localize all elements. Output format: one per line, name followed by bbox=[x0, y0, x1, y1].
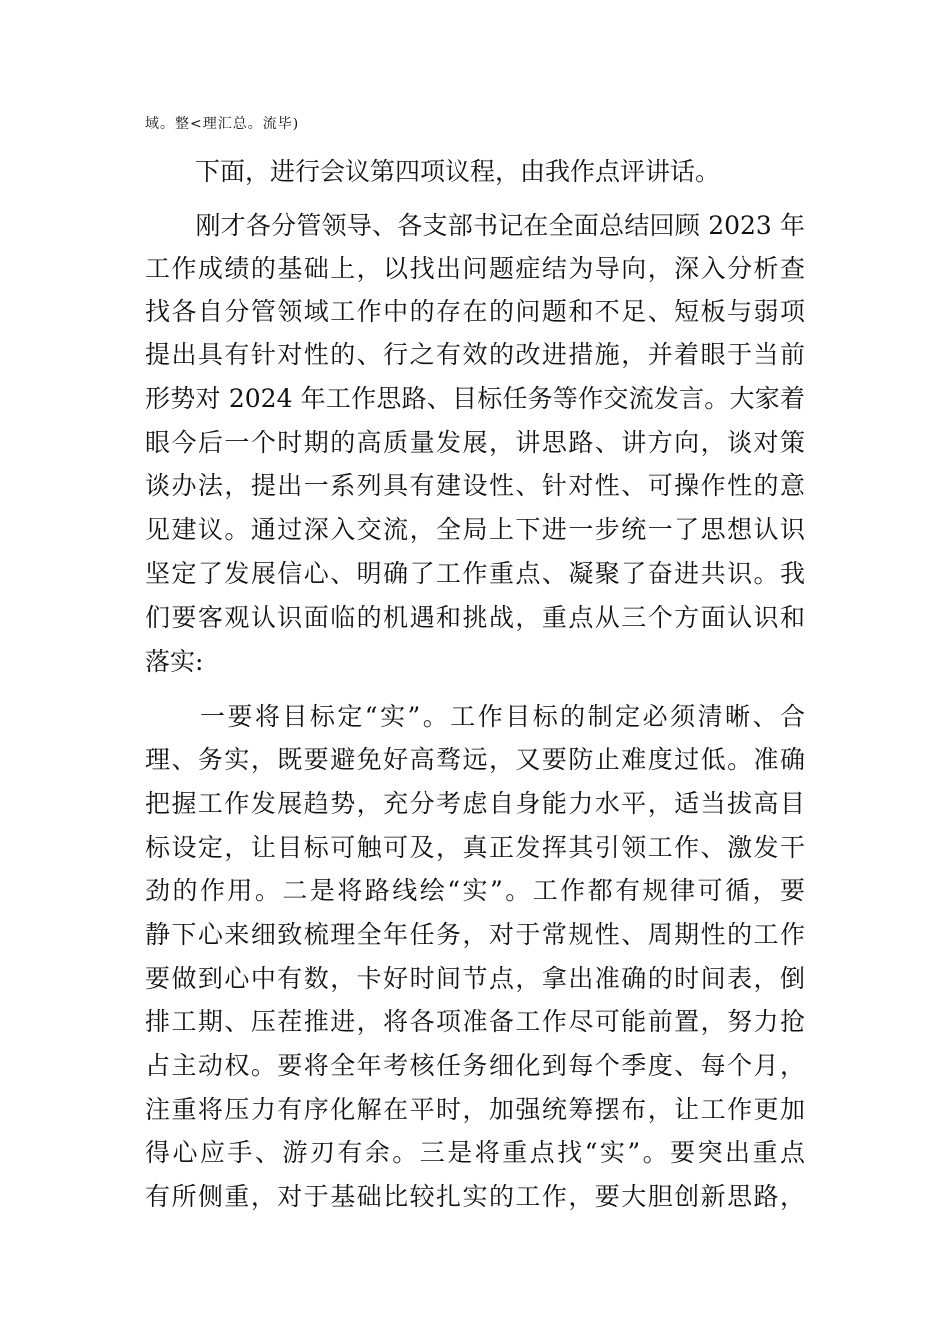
text-line: 刚才各分管领导、各支部书记在全面总结回顾 2023 年 bbox=[145, 211, 805, 240]
text-line: 提出具有针对性的、行之有效的改进措施，并着眼于当前 bbox=[145, 340, 805, 369]
text-line: 理、务实，既要避免好高骛远，又要防止难度过低。准确 bbox=[145, 745, 805, 774]
text-line: 得心应手、游刃有余。三是将重点找“实”。要突出重点 bbox=[145, 1138, 805, 1167]
text-line: 劲的作用。二是将路线绘“实”。工作都有规律可循，要 bbox=[145, 876, 805, 905]
text-line: 注重将压力有序化解在平时，加强统筹摆布，让工作更加 bbox=[145, 1095, 805, 1124]
text-line: 坚定了发展信心、明确了工作重点、凝聚了奋进共识。我 bbox=[145, 559, 805, 588]
text-line: 要做到心中有数，卡好时间节点，拿出准确的时间表，倒 bbox=[145, 964, 805, 993]
text-line: 标设定，让目标可触可及，真正发挥其引领工作、激发干 bbox=[145, 833, 805, 862]
text-line: 占主动权。要将全年考核任务细化到每个季度、每个月， bbox=[145, 1051, 805, 1080]
text-line: 找各自分管领域工作中的存在的问题和不足、短板与弱项 bbox=[145, 297, 805, 326]
text-line: 下面，进行会议第四项议程，由我作点评讲话。 bbox=[145, 157, 721, 186]
text-line: 落实: bbox=[145, 647, 204, 676]
text-line: 静下心来细致梳理全年任务，对于常规性、周期性的工作 bbox=[145, 920, 805, 949]
text-line: 们要客观认识面临的机遇和挑战，重点从三个方面认识和 bbox=[145, 603, 805, 632]
text-line: 眼今后一个时期的高质量发展，讲思路、讲方向，谈对策 bbox=[145, 428, 805, 457]
text-line: 见建议。通过深入交流，全局上下进一步统一了思想认识 bbox=[145, 515, 805, 544]
text-line: 有所侧重，对于基础比较扎实的工作，要大胆创新思路， bbox=[145, 1182, 805, 1211]
text-line: 把握工作发展趋势，充分考虑自身能力水平，适当拔高目 bbox=[145, 789, 805, 818]
header-fragment: 域。整<理汇总。流毕) bbox=[145, 116, 300, 132]
text-line: 排工期、压茬推进，将各项准备工作尽可能前置，努力抢 bbox=[145, 1007, 805, 1036]
text-line: 形势对 2024 年工作思路、目标任务等作交流发言。大家着 bbox=[145, 384, 805, 413]
text-line: 工作成绩的基础上，以找出问题症结为导向，深入分析查 bbox=[145, 254, 805, 283]
text-line: 谈办法，提出一系列具有建设性、针对性、可操作性的意 bbox=[145, 471, 805, 500]
text-line: 一要将目标定“实”。工作目标的制定必须清晰、合 bbox=[145, 702, 805, 731]
